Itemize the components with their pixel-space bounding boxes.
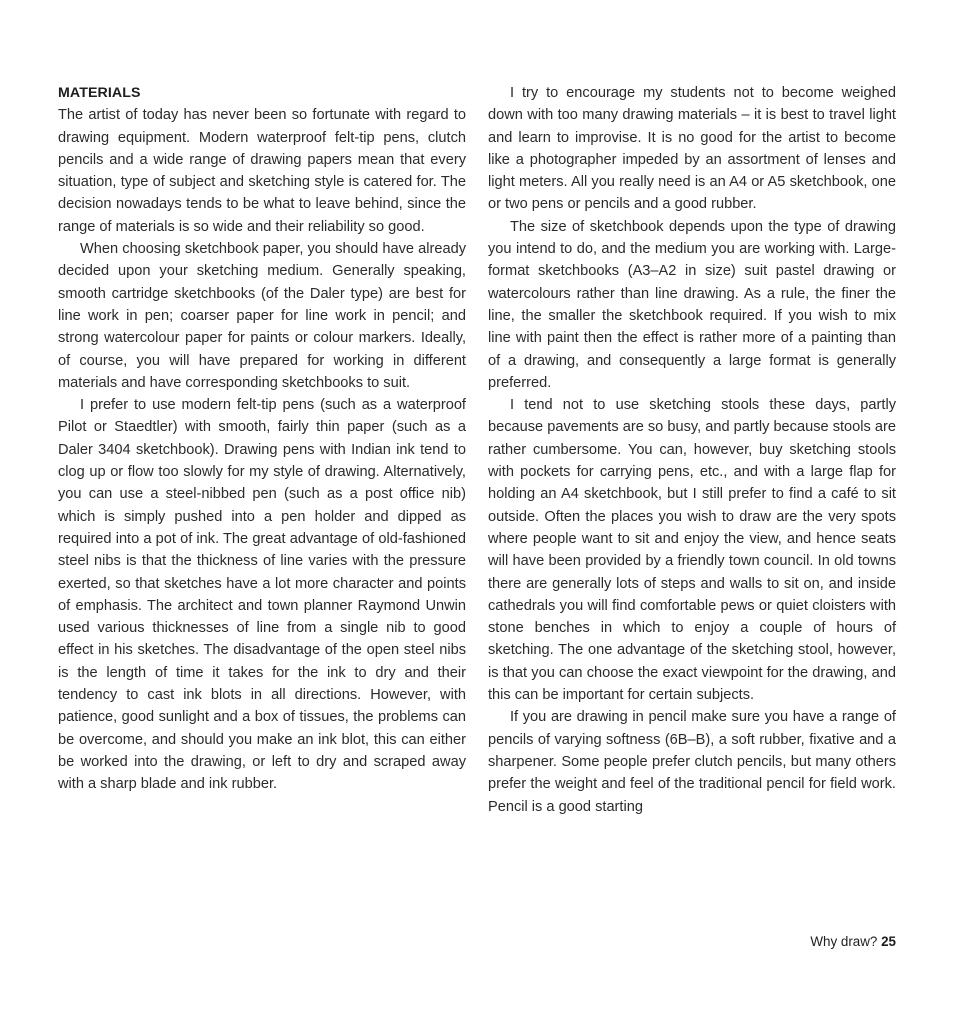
page-footer <box>810 934 896 949</box>
section-heading: MATERIALS <box>58 85 141 101</box>
running-title: Why draw? <box>810 934 878 949</box>
right-column <box>488 82 896 818</box>
paragraph-sketchbook-size: The size of sketchbook depends upon the type of drawing you intend to do, and the medium you are working with. Large-format sketchbooks (A3–A2 in size) suit pastel drawing or watercolours rather than line drawing. As a rule, the finer the line, the smaller the sketchbook required. If you wish to mix line with paint then the effect is rather more of a painting than of a drawing, and consequently a large format is generally preferred. <box>488 218 896 391</box>
paragraph-felt-tip-pens: I prefer to use modern felt-tip pens (such as a waterproof Pilot or Staedtler) with smooth, fairly thin paper (such as a Daler 3404 sketchbook). Drawing pens with Indian ink tend to clog up or flow too slowly for my style of drawing. Alternatively, you can use a steel-nibbed pen (such as a post office nib) which is simply pushed into a pen holder and dipped as required into a pot of ink. The great advantage of old-fashioned steel nibs is that the thickness of line varies with the pressure exerted, so that sketches have a lot more character and points of emphasis. The architect and town planner Raymond Unwin used various thicknesses of line from a single nib to good effect in his sketches. The disadvantage of the open steel nibs is the length of time it takes for the ink to dry and their tendency to cast ink blots in all directions. However, with patience, good sunlight and a box of tissues, the problems can be overcome, and should you make an ink blot, this can either be worked into the drawing, or left to dry and scraped away with a sharp blade and ink rubber. <box>58 397 466 793</box>
paragraph-pencils: If you are drawing in pencil make sure you have a range of pencils of varying softness (6B–B), a soft rubber, fixative and a sharpener. Some people prefer clutch pencils, but many others prefer the weight and feel of the traditional pencil for field work. Pencil is a good starting <box>488 709 896 815</box>
left-column <box>58 82 466 796</box>
paragraph-intro: The artist of today has never been so fortunate with regard to drawing equipment. Modern waterproof felt-tip pens, clutch pencils and a wide range of drawing papers mean that every situation, type of subject and sketching style is catered for. The decision nowadays tends to be what to leave behind, since the range of materials is so wide and their reliability so good. <box>58 107 466 235</box>
paragraph-sketchbook-paper: When choosing sketchbook paper, you should have already decided upon your sketching medium. Generally speaking, smooth cartridge sketchbooks (of the Daler type) are best for line work in pen; coarser paper for line work in pencil; and strong watercolour paper for paints or colour markers. Ideally, of course, you will have prepared for working in different materials and have corresponding sketchbooks to suit. <box>58 241 466 391</box>
paragraph-sketching-stools: I tend not to use sketching stools these days, partly because pavements are so busy, and partly because stools are rather cumbersome. You can, however, buy sketching stools with pockets for carrying pens, etc., and with a large flap for holding an A4 sketchbook, but I still prefer to find a café to sit outside. Often the places you wish to draw are the very spots where people want to sit and enjoy the view, and hence seats will have been provided by a friendly town council. In old towns there are generally lots of steps and walls to sit on, and inside cathedrals you will find comfortable pews or quiet cloisters with stone benches in which to enjoy a couple of hours of sketching. The one advantage of the sketching stool, however, is that you can choose the exact viewpoint for the drawing, and this can be important for certain subjects. <box>488 397 896 704</box>
paragraph-travel-light: I try to encourage my students not to become weighed down with too many drawing materials – it is best to travel light and learn to improvise. It is no good for the artist to become like a photographer impeded by an assortment of lenses and light meters. All you really need is an A4 or A5 sketchbook, one or two pens or pencils and a good rubber. <box>488 85 896 213</box>
page-number: 25 <box>881 934 896 949</box>
